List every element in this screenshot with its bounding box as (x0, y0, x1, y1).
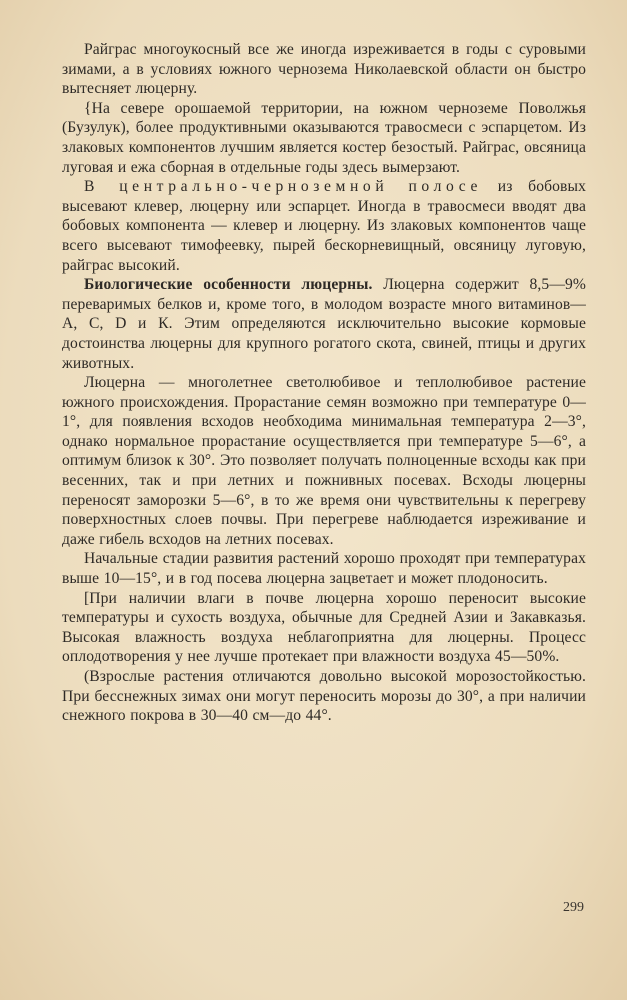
paragraph-text: Люцерна содержит 8,5—9% переваримых белков и, кроме того, в молодом возрасте много витаминов—А, С, D и К. Этим определяются исключительно высокие кормовые достоинства люцерны для крупного рогатого скота, свиней, птицы и других животных. (62, 276, 586, 372)
paragraph-text: из бобовых высевают клевер, люцерну или эспарцет. Иногда в травосмеси вводят два бобовых компонента — клевер и люцерну. Из злаковых компонентов чаще всего высевают тимофеевку, пырей бескорневищный, овсяницу луговую, райграс высокий. (62, 178, 586, 274)
paragraph-frost-resistance: (Взрослые растения отличаются довольно высокой морозостойкостью. При бесснежных зимах они могут переносить морозы до 30°, а при наличии снежного покрова в 30—40 см—до 44°. (62, 668, 586, 725)
spaced-heading: В центрально-черноземной полосе (84, 178, 483, 196)
paragraph-moisture: [При наличии влаги в почве люцерна хорошо переносит высокие температуры и сухость воздуха, обычные для Средней Азии и Закавказья. Высокая влажность воздуха неблагоприятна для люцерны. Процесс оплодотворения у нее лучше протекает при влажности воздуха 45—50%. (62, 589, 586, 666)
book-page-text (62, 40, 586, 726)
paragraph-biology (62, 275, 586, 373)
paragraph-ryegrass: Райграс многоукосный все же иногда изреживается в годы с суровыми зимами, а в условиях южного чернозема Николаевской области он быстро вытесняет люцерну. (62, 41, 586, 98)
section-heading: Биологические особенности люцерны. (84, 276, 373, 294)
paragraph-central-chernozem (62, 177, 586, 275)
paragraph-light-heat: Люцерна — многолетнее светолюбивое и теплолюбивое растение южного происхождения. Прорастание семян возможно при температуре 0—1°, для появления всходов необходима минимальная температура 2—3°, однако нормальное прорастание осуществляется при температуре 5—6°, а оптимум близок к 30°. Это позволяет получать полноценные всходы как при весенних, так и при летних и пожнивных посевах. Всходы люцерны переносят заморозки 5—6°, в то же время они чувствительны к перегреву поверхностных слоев почвы. При перегреве наблюдается изреживание и даже гибель всходов на летних посевах. (62, 374, 586, 548)
page-number: 299 (563, 900, 584, 915)
paragraph-volga-region: {На севере орошаемой территории, на южном черноземе Поволжья (Бузулук), более продуктивными оказываются травосмеси с эспарцетом. Из злаковых компонентов лучшим является костер безостый. Райграс, овсяница луговая и ежа сборная в отдельные годы здесь вымерзают. (62, 99, 586, 176)
paragraph-initial-stages: Начальные стадии развития растений хорошо проходят при температурах выше 10—15°, и в год посева люцерна зацветает и может плодоносить. (62, 550, 586, 588)
